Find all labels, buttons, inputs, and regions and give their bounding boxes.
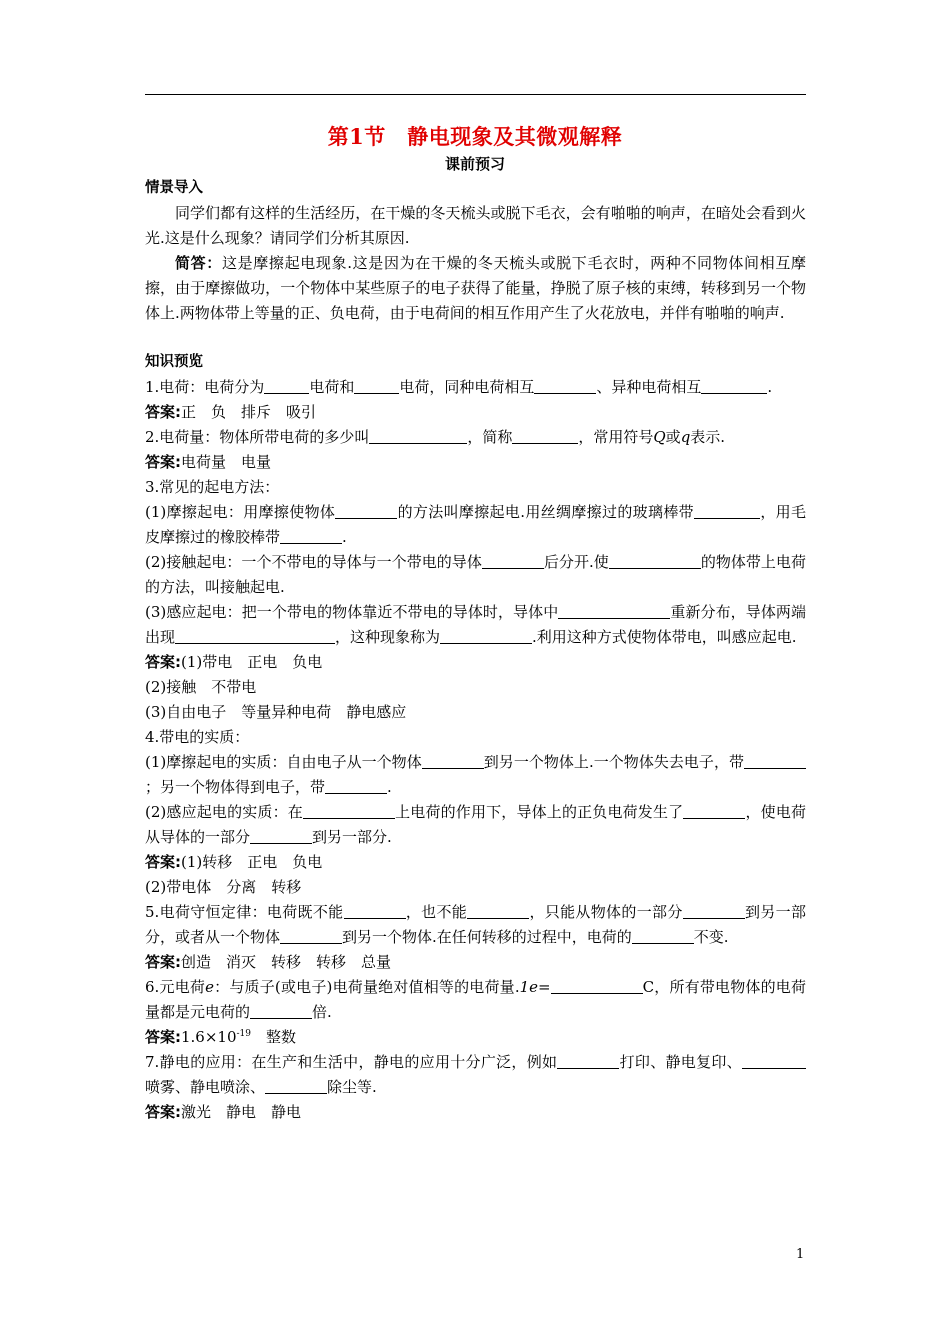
fill-blank[interactable] [694,502,752,519]
q4-s1: (1)摩擦起电的实质：自由电子从一个物体 到另一个物体上.一个物体失去电子，带；另一个物体得到电子，带 . [145,750,806,800]
fill-blank[interactable] [632,927,694,944]
q4-answer-2: (2)带电体 分离 转移 [145,878,302,896]
fill-blank[interactable] [609,552,701,569]
section-subtitle: 课前预习 [444,155,505,173]
q7-answer: 答案:激光 静电 静电 [145,1103,302,1121]
fill-blank[interactable] [280,527,342,544]
q3-answer-2: (2)接触 不带电 [145,678,257,696]
fill-blank[interactable] [701,377,759,394]
preview-heading: 知识预览 [145,354,203,370]
fill-blank[interactable] [303,802,395,819]
fill-blank-cont [752,502,760,519]
fill-blank[interactable] [369,427,467,444]
fill-blank[interactable] [250,1002,312,1019]
q6-text: 6.元电荷e：与质子(或电子)电荷量绝对值相等的电荷量.1e= C，所有带电物体的电荷量都是元电荷的 倍. [145,978,806,1021]
fill-blank-cont [778,1052,806,1069]
q3-s2: (2)接触起电：一个不带电的导体与一个带电的导体 后分开.使 的物体带上电荷的方法，叫接触起电. [145,553,806,596]
fill-blank[interactable] [335,502,397,519]
fill-blank[interactable] [344,902,406,919]
q3-head: 3.常见的起电方法： [145,478,280,496]
content [145,176,806,1125]
fill-blank[interactable] [744,752,806,769]
intro-question: 同学们都有这样的生活经历，在干燥的冬天梳头或脱下毛衣，会有啪啪的响声，在暗处会看到火光.这是什么现象？请同学们分析其原因. [145,204,806,247]
fill-blank[interactable] [512,427,578,444]
q3-answer-1: 答案:(1)带电 正电 负电 [145,653,323,671]
fill-blank[interactable] [280,927,342,944]
q5-answer: 答案:创造 消灭 转移 转移 总量 [145,953,392,971]
q2-text: 2.电荷量：物体所带电荷的多少叫 ，简称 ，常用符号Q或q表示. [145,428,726,446]
q1-answer: 答案:正 负 排斥 吸引 [145,403,317,421]
fill-blank[interactable] [683,902,745,919]
q3-s3: (3)感应起电：把一个带电的物体靠近不带电的导体时，导体中 重新分布，导体两端出现 ，这种现象称为 .利用这种方式使物体带电，叫感应起电. [145,603,806,646]
fill-blank[interactable] [422,752,484,769]
intro-answer [145,251,806,326]
q3-answer-3: (3)自由电子 等量异种电荷 静电感应 [145,703,407,721]
section-title: 第1节 静电现象及其微观解释 [327,124,623,149]
fill-blank[interactable] [250,827,312,844]
fill-blank[interactable] [264,377,309,394]
fill-blank[interactable] [742,1052,778,1069]
fill-blank[interactable] [467,902,529,919]
fill-blank[interactable] [440,627,532,644]
q2-answer: 答案:电荷量 电量 [145,453,272,471]
fill-blank[interactable] [683,802,745,819]
fill-blank[interactable] [482,552,544,569]
header-rule [145,94,806,95]
q1-text: 1.电荷：电荷分为 电荷和 电荷，同种电荷相互 、异种电荷相互 . [145,378,773,396]
fill-blank[interactable] [551,977,643,994]
q6-answer: 答案$:1.6\times 10^{-19}$ 整数 [145,1028,297,1046]
q3-s1: (1)摩擦起电：用摩擦使物体 的方法叫摩擦起电.用丝绸摩擦过的玻璃棒带 ，用毛皮摩擦过的橡胶棒带 . [145,503,806,546]
spacer [145,326,806,350]
fill-blank[interactable] [175,627,335,644]
fill-blank[interactable] [265,1077,327,1094]
page-number: 1 [796,1247,805,1262]
q4-answer-1: 答案:(1)转移 正电 负电 [145,853,323,871]
fill-blank[interactable] [325,777,387,794]
fill-blank[interactable] [354,377,399,394]
q5-text: 5.电荷守恒定律：电荷既不能 ，也不能 ，只能从物体的一部分 到另一部分，或者从一个物体 到另一个物体.在任何转移的过程中，电荷的 不变. [145,903,806,946]
intro-answer-label: 简答： [175,254,222,272]
intro-heading: 情景导入 [145,180,203,196]
fill-blank[interactable] [557,1052,619,1069]
q7-text: 7.静电的应用：在生产和生活中，静电的应用十分广泛，例如 打印、静电复印、喷雾、静电喷涂、 除尘等. [145,1050,806,1100]
fill-blank[interactable] [534,377,596,394]
fill-blank[interactable] [558,602,670,619]
intro-answer-text: 这是摩擦起电现象.这是因为在干燥的冬天梳头或脱下毛衣时，两种不同物体间相互摩擦，由于摩擦做功，一个物体中某些原子的电子获得了能量，挣脱了原子核的束缚，转移到另一个物体上.两物体带上等量的正、负电荷，由于电荷间的相互作用产生了火花放电，并伴有啪啪的响声. [145,254,806,322]
q4-head: 4.带电的实质： [145,728,250,746]
q4-s2: (2)感应起电的实质：在 上电荷的作用下，导体上的正负电荷发生了 ，使电荷从导体的一部分 到另一部分. [145,803,806,846]
